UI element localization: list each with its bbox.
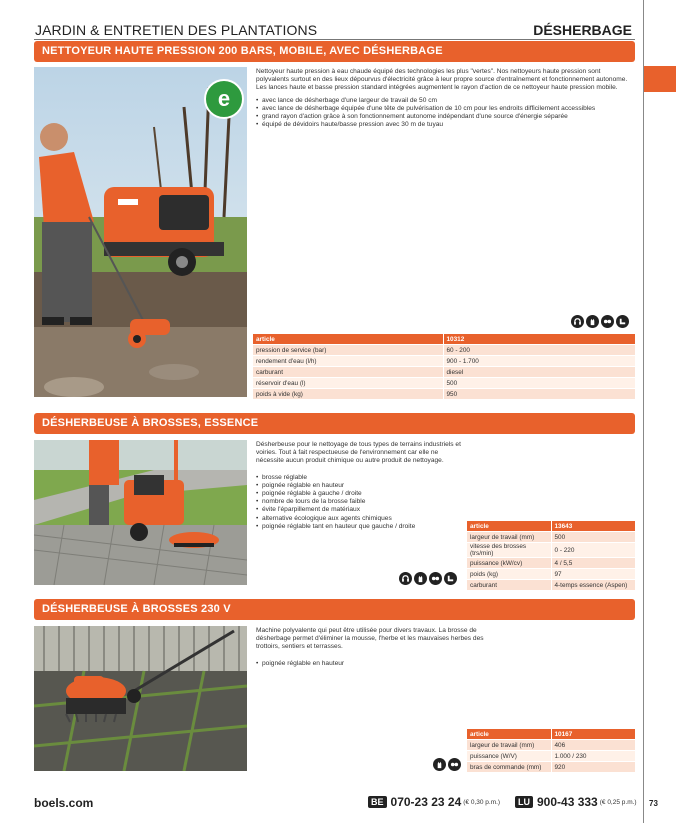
product-2-feature: • poignée réglable à gauche / droite [256,490,466,498]
product-1-feature: • avec lance de désherbage équipée d'une tête de pulvérisation de 10 cm pour les endroits difficilement accessibles [256,105,634,113]
product-1-photo [34,67,247,397]
product-3-intro: Machine polyvalente qui peut être utilisée pour divers travaux. La brosse de désherbage permet d'éliminer la mousse, l'herbe et les mauvaises herbes des trottoirs, sentiers et terrasses. [256,627,484,651]
product-2-feature: • évite l'éparpillement de matériaux [256,506,466,514]
spec-value: 900 - 1.700 [443,356,635,367]
table-row [253,356,635,367]
product-2-feature: • alternative écologique aux agents chimiques [256,515,466,523]
product-1-feature: • avec lance de désherbage d'une largeur de travail de 50 cm [256,97,634,105]
table-row [253,367,635,378]
spec-value: 4-temps essence (Aspen) [551,580,635,591]
spec-label: carburant [467,580,551,591]
spec-value: diesel [443,367,635,378]
table-row [467,580,635,591]
table-row [253,345,635,356]
product-1-title: NETTOYEUR HAUTE PRESSION 200 BARS, MOBILE, AVEC DÉSHERBAGE [42,45,443,57]
product-2-safety-icons [399,572,457,585]
table-header-cell: article [467,729,551,740]
spec-value: 4 / 5,5 [551,558,635,569]
spec-label: rendement d'eau (l/h) [253,356,443,367]
phone-number-be[interactable]: 070-23 23 24 [390,795,462,809]
header-divider [34,39,635,40]
spec-value: 500 [443,378,635,389]
product-3-title-bar [34,599,635,620]
product-2-title-bar [34,413,635,434]
table-row [253,378,635,389]
spec-value: 406 [551,740,635,751]
table-row [467,532,635,543]
spec-value: 500 [551,532,635,543]
table-header-cell: 10167 [551,729,635,740]
spec-value: 0 - 220 [551,543,635,558]
spec-label: pression de service (bar) [253,345,443,356]
table-header-row [467,729,635,740]
spec-label: vitesse des brosses (trs/min) [467,543,551,558]
eco-badge [204,79,244,119]
product-2-description [256,441,466,531]
product-1-feature: • équipé de dévidoirs haute/basse pression avec 30 m de tuyau [256,121,634,129]
product-2-feature: • brosse réglable [256,474,466,482]
spec-value: 97 [551,569,635,580]
brand-link[interactable]: boels.com [34,796,94,810]
product-1-safety-icons [571,315,629,328]
goggles-icon [601,315,614,328]
ear-protection-icon [399,572,412,585]
product-1-feature: • grand rayon d'action grâce à son fonctionnement autonome indépendant d'une source d'énergie séparée [256,113,634,121]
gloves-icon [586,315,599,328]
table-row [467,751,635,762]
product-2-intro: Désherbeuse pour le nettoyage de tous types de terrains industriels et voiries. Tout à fait respectueuse de l'environnement car elle ne nécessite aucun produit chimique ou autre produit de nettoyage. [256,441,461,465]
product-3-title: DÉSHERBEUSE À BROSSES 230 V [42,603,231,615]
product-1-spec-table [253,334,635,400]
spec-label: réservoir d'eau (l) [253,378,443,389]
product-2-spec-table [467,521,635,591]
section-title: JARDIN & ENTRETIEN DES PLANTATIONS [35,22,318,38]
spec-value: 950 [443,389,635,400]
table-row [467,569,635,580]
product-1-intro: Nettoyeur haute pression à eau chaude équipé des technologies les plus "vertes". Nos nettoyeurs haute pression sont polyvalents surtout en des lieux dépourvus d'électricité grâce à leur propre source d'entraînement et fonctionnement autonome. Les lances haute et basse pression standard intégrées augmentent le rayon d'action de ce nettoyeur haute pression mobile. [256,68,628,92]
goggles-icon [429,572,442,585]
spec-label: poids (kg) [467,569,551,580]
product-2-feature: • poignée réglable tant en hauteur que gauche / droite [256,523,466,531]
page-number: 73 [649,799,658,808]
spec-label: puissance (kW/cv) [467,558,551,569]
eco-badge-letter: e [217,86,231,111]
table-header-row [253,334,635,345]
goggles-icon [448,758,461,771]
product-2-feature: • poignée réglable en hauteur [256,482,466,490]
phone-tariff-be: (€ 0,30 p.m.) [463,798,501,806]
spec-label: largeur de travail (mm) [467,740,551,751]
table-header-cell: article [253,334,443,345]
phone-lu [515,795,637,809]
gloves-icon [433,758,446,771]
spec-label: largeur de travail (mm) [467,532,551,543]
table-header-cell: article [467,521,551,532]
phone-number-lu[interactable]: 900-43 333 [537,795,598,809]
ear-protection-icon [571,315,584,328]
spec-label: carburant [253,367,443,378]
product-1-description [256,68,634,129]
spec-label: puissance (W/V) [467,751,551,762]
country-badge-be: BE [368,796,387,808]
category-title: DÉSHERBAGE [533,22,632,38]
spec-value: 920 [551,762,635,773]
gloves-icon [414,572,427,585]
product-1-title-bar [34,41,635,62]
product-2-title: DÉSHERBEUSE À BROSSES, ESSENCE [42,417,259,429]
product-3-feature: • poignée réglable en hauteur [256,660,486,668]
table-header-cell: 13643 [551,521,635,532]
table-row [467,762,635,773]
table-row [467,740,635,751]
table-header-row [467,521,635,532]
spec-label: bras de commande (mm) [467,762,551,773]
page-edge-line [643,0,644,823]
table-row [467,558,635,569]
spec-value: 60 - 200 [443,345,635,356]
chapter-tab [644,66,676,92]
country-badge-lu: LU [515,796,533,808]
phone-tariff-lu: (€ 0,25 p.m.) [599,798,637,806]
product-2-photo [34,440,247,585]
spec-value: 1.000 / 230 [551,751,635,762]
safety-shoes-icon [616,315,629,328]
table-row [467,543,635,558]
safety-shoes-icon [444,572,457,585]
table-row [253,389,635,400]
product-3-safety-icons [433,758,461,771]
phone-be [368,795,500,809]
product-3-photo [34,626,247,771]
spec-label: poids à vide (kg) [253,389,443,400]
product-2-feature: • nombre de tours de la brosse faible [256,498,466,506]
product-3-description [256,627,486,668]
table-header-cell: 10312 [443,334,635,345]
product-3-spec-table [467,729,635,773]
